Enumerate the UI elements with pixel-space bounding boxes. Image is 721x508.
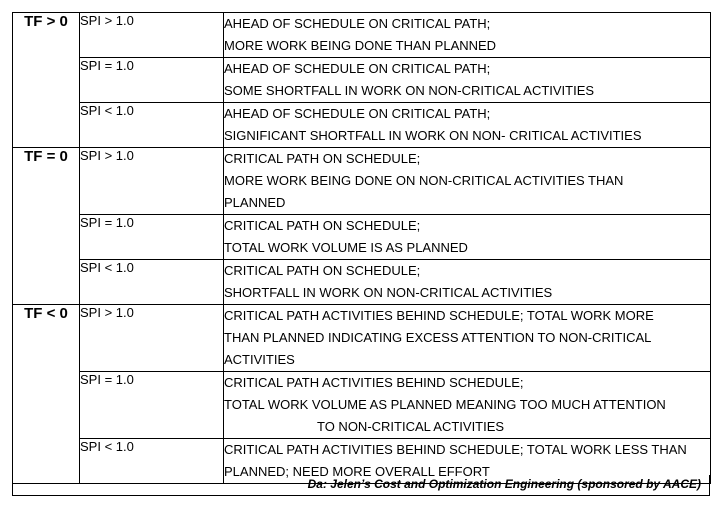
table-row: [13, 305, 711, 372]
table-row: [13, 58, 711, 103]
description-line: SOME SHORTFALL IN WORK ON NON-CRITICAL ACTIVITIES: [224, 83, 595, 98]
description-cell: [224, 372, 711, 439]
table-row: [13, 103, 711, 148]
description-line: CRITICAL PATH ON SCHEDULE;: [224, 218, 421, 233]
table-row: [13, 215, 711, 260]
description-line: MORE WORK BEING DONE THAN PLANNED: [224, 38, 497, 53]
source-citation: Da: Jelen’s Cost and Optimization Engineering (sponsored by AACE): [12, 475, 710, 496]
spi-cell: SPI > 1.0: [80, 148, 224, 215]
spi-cell: SPI > 1.0: [80, 305, 224, 372]
description-line: MORE WORK BEING DONE ON NON-CRITICAL ACTIVITIES THAN: [224, 173, 624, 188]
description-line: AHEAD OF SCHEDULE ON CRITICAL PATH;: [224, 61, 491, 76]
description-line: CRITICAL PATH ACTIVITIES BEHIND SCHEDULE; TOTAL WORK MORE: [224, 308, 654, 323]
table-body: [13, 13, 711, 484]
description-line: SHORTFALL IN WORK ON NON-CRITICAL ACTIVITIES: [224, 285, 553, 300]
description-line: THAN PLANNED INDICATING EXCESS ATTENTION TO NON-CRITICAL: [224, 330, 652, 345]
description-cell: [224, 305, 711, 372]
table-row: [13, 148, 711, 215]
spi-cell: SPI = 1.0: [80, 58, 224, 103]
spi-cell: SPI > 1.0: [80, 13, 224, 58]
description-line: ACTIVITIES: [224, 352, 295, 367]
spi-cell: SPI = 1.0: [80, 372, 224, 439]
description-cell: [224, 215, 711, 260]
description-cell: [224, 260, 711, 305]
spi-cell: SPI < 1.0: [80, 439, 224, 484]
schedule-performance-table: [12, 12, 710, 496]
description-line: CRITICAL PATH ACTIVITIES BEHIND SCHEDULE;: [224, 375, 524, 390]
description-line: PLANNED; NEED MORE OVERALL EFFORT: [224, 464, 490, 479]
tf-label: TF < 0: [13, 305, 80, 484]
description-line: AHEAD OF SCHEDULE ON CRITICAL PATH;: [224, 16, 491, 31]
tf-label: TF > 0: [13, 13, 80, 148]
description-cell: [224, 148, 711, 215]
description-line: TOTAL WORK VOLUME AS PLANNED MEANING TOO MUCH ATTENTION: [224, 397, 666, 412]
table-row: [13, 13, 711, 58]
spi-cell: SPI < 1.0: [80, 103, 224, 148]
description-cell: [224, 58, 711, 103]
table-row: [13, 260, 711, 305]
table-row: [13, 372, 711, 439]
description-line: PLANNED: [224, 195, 286, 210]
description-line: SIGNIFICANT SHORTFALL IN WORK ON NON- CRITICAL ACTIVITIES: [224, 128, 642, 143]
description-line: TO NON-CRITICAL ACTIVITIES: [317, 419, 505, 434]
description-line: CRITICAL PATH ON SCHEDULE;: [224, 263, 421, 278]
description-line: CRITICAL PATH ON SCHEDULE;: [224, 151, 421, 166]
description-cell: [224, 13, 711, 58]
tf-label: TF = 0: [13, 148, 80, 305]
description-line: CRITICAL PATH ACTIVITIES BEHIND SCHEDULE; TOTAL WORK LESS THAN: [224, 442, 687, 457]
spi-cell: SPI < 1.0: [80, 260, 224, 305]
description-line: TOTAL WORK VOLUME IS AS PLANNED: [224, 240, 468, 255]
spi-cell: SPI = 1.0: [80, 215, 224, 260]
description-cell: [224, 103, 711, 148]
tf-spi-grid: [12, 12, 711, 484]
description-line: AHEAD OF SCHEDULE ON CRITICAL PATH;: [224, 106, 491, 121]
